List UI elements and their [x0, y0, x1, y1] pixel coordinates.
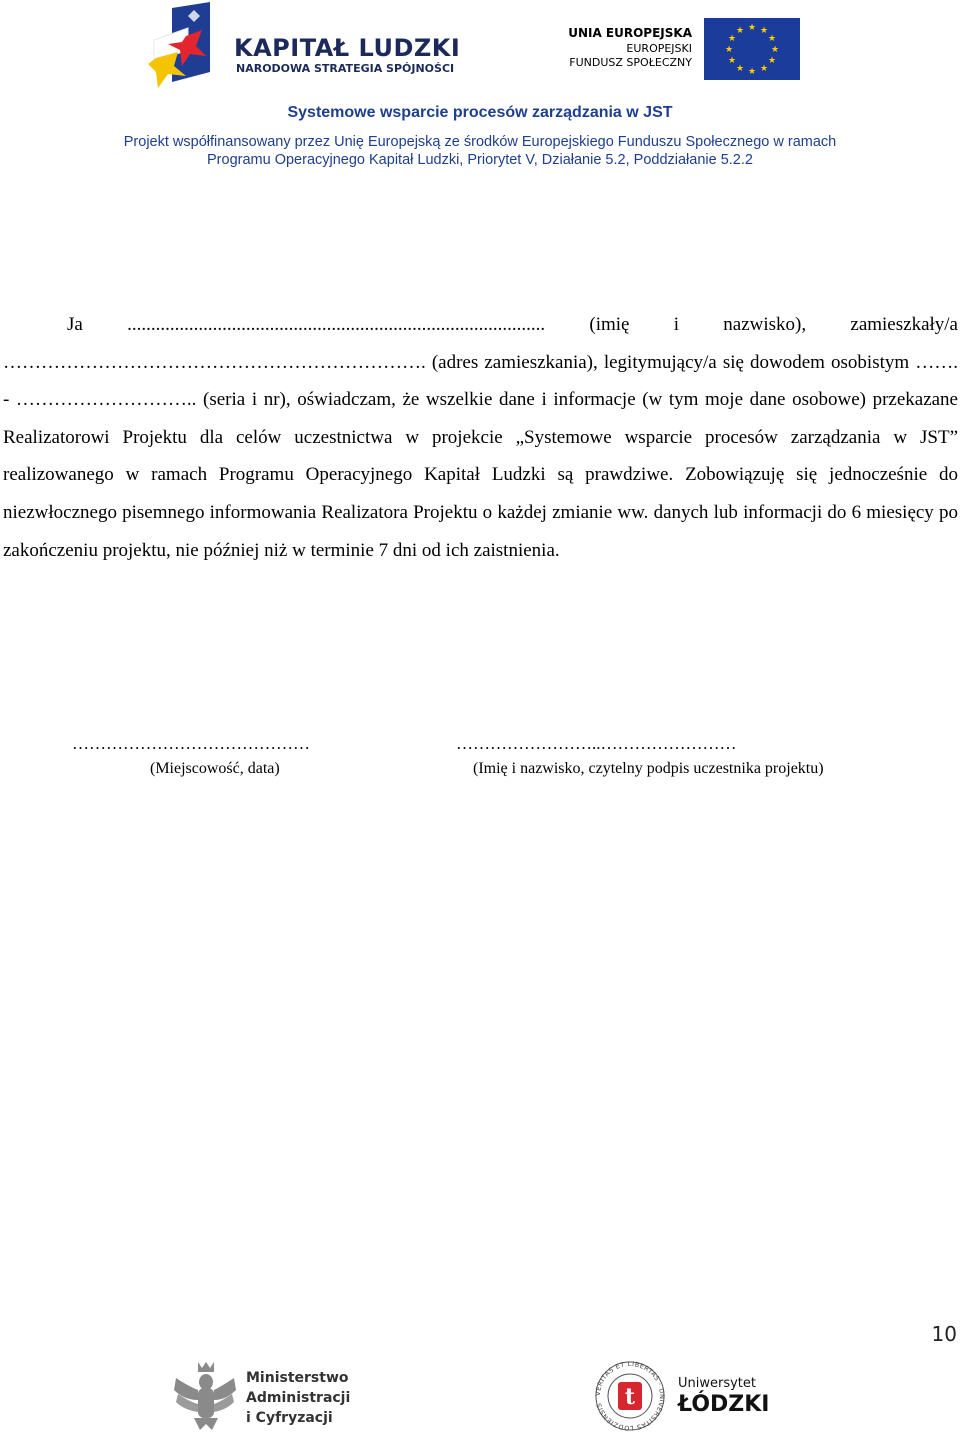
place-date-signature-line: ……………………………………	[72, 734, 310, 753]
eu-line-2: EUROPEJSKI	[626, 42, 692, 55]
declaration-text	[3, 306, 958, 569]
ministry-logo	[170, 1360, 351, 1435]
eu-logo	[560, 18, 800, 80]
kapital-ludzki-emblem-icon	[148, 2, 228, 97]
project-cofinancing-line-1: Projekt współfinansowany przez Unię Europejską ze środków Europejskiego Funduszu Społecznego w ramach	[123, 134, 837, 150]
svg-text:★: ★	[770, 45, 780, 55]
svg-text:★: ★	[767, 34, 777, 44]
svg-text:★: ★	[747, 67, 757, 77]
svg-text:★: ★	[747, 23, 757, 33]
participant-signature-label: (Imię i nazwisko, czytelny podpis uczestnika projektu)	[473, 760, 824, 777]
svg-text:t: t	[624, 1384, 636, 1410]
ministry-line-3: i Cyfryzacji	[246, 1410, 333, 1426]
university-line-1: Uniwersytet	[678, 1376, 756, 1391]
eu-line-1: UNIA EUROPEJSKA	[568, 26, 692, 40]
ministry-line-2: Administracji	[246, 1390, 351, 1406]
university-seal-icon	[588, 1356, 672, 1436]
svg-text:★: ★	[735, 26, 745, 36]
page-number: 10	[931, 1322, 957, 1346]
university-line-2: ŁÓDZKI	[678, 1392, 770, 1417]
university-seal-text: VERITAS ET LIBERTAS · UNIVERSITAS LODZIENSIS	[593, 1359, 667, 1433]
project-cofinancing-line-2: Programu Operacyjnego Kapitał Ludzki, Priorytet V, Działanie 5.2, Poddziałanie 5.2.2	[207, 152, 753, 168]
polish-eagle-icon	[170, 1360, 240, 1435]
svg-text:★: ★	[735, 64, 745, 74]
eu-line-3: FUNDUSZ SPOŁECZNY	[569, 56, 692, 69]
svg-text:★: ★	[759, 64, 769, 74]
project-title: Systemowe wsparcie procesów zarządzania w JST	[287, 104, 673, 121]
university-lodz-logo	[588, 1356, 778, 1436]
kapital-ludzki-logo	[148, 2, 468, 97]
svg-text:★: ★	[724, 45, 734, 55]
svg-text:★: ★	[727, 56, 737, 66]
svg-text:★: ★	[767, 56, 777, 66]
ministry-line-1: Ministerstwo	[246, 1370, 349, 1386]
participant-signature-line: ……………………..……………………	[456, 734, 737, 753]
kapital-ludzki-subtitle: NARODOWA STRATEGIA SPÓJNOŚCI	[236, 62, 455, 75]
eu-flag-icon	[704, 18, 800, 80]
svg-text:★: ★	[759, 26, 769, 36]
svg-text:★: ★	[727, 34, 737, 44]
kapital-ludzki-title: KAPITAŁ LUDZKI	[234, 34, 461, 62]
place-date-label: (Miejscowość, data)	[150, 760, 280, 777]
declaration-paragraph: Ja ........................................................................................ (imię i nazwisko), zamieszkały/a …………………………………………………………. (adres zamieszkania), legitymujący/a się dowodem osobistym ……. - ……………………….. (seria i nr), oświadczam, że wszelkie dane i informacje (w tym moje dane osobowe) przekazane Realizatorowi Projektu dla celów uczestnictwa w projekcie „Systemowe wsparcie procesów zarządzania w JST” realizowanego w ramach Programu Operacyjnego Kapitał Ludzki są prawdziwe. Zobowiązuję się jednocześnie do niezwłocznego pisemnego informowania Realizatora Projektu o każdej zmianie ww. danych lub informacji do 6 miesięcy po zakończeniu projektu, nie później niż w terminie 7 dni od ich zaistnienia.	[3, 314, 958, 561]
